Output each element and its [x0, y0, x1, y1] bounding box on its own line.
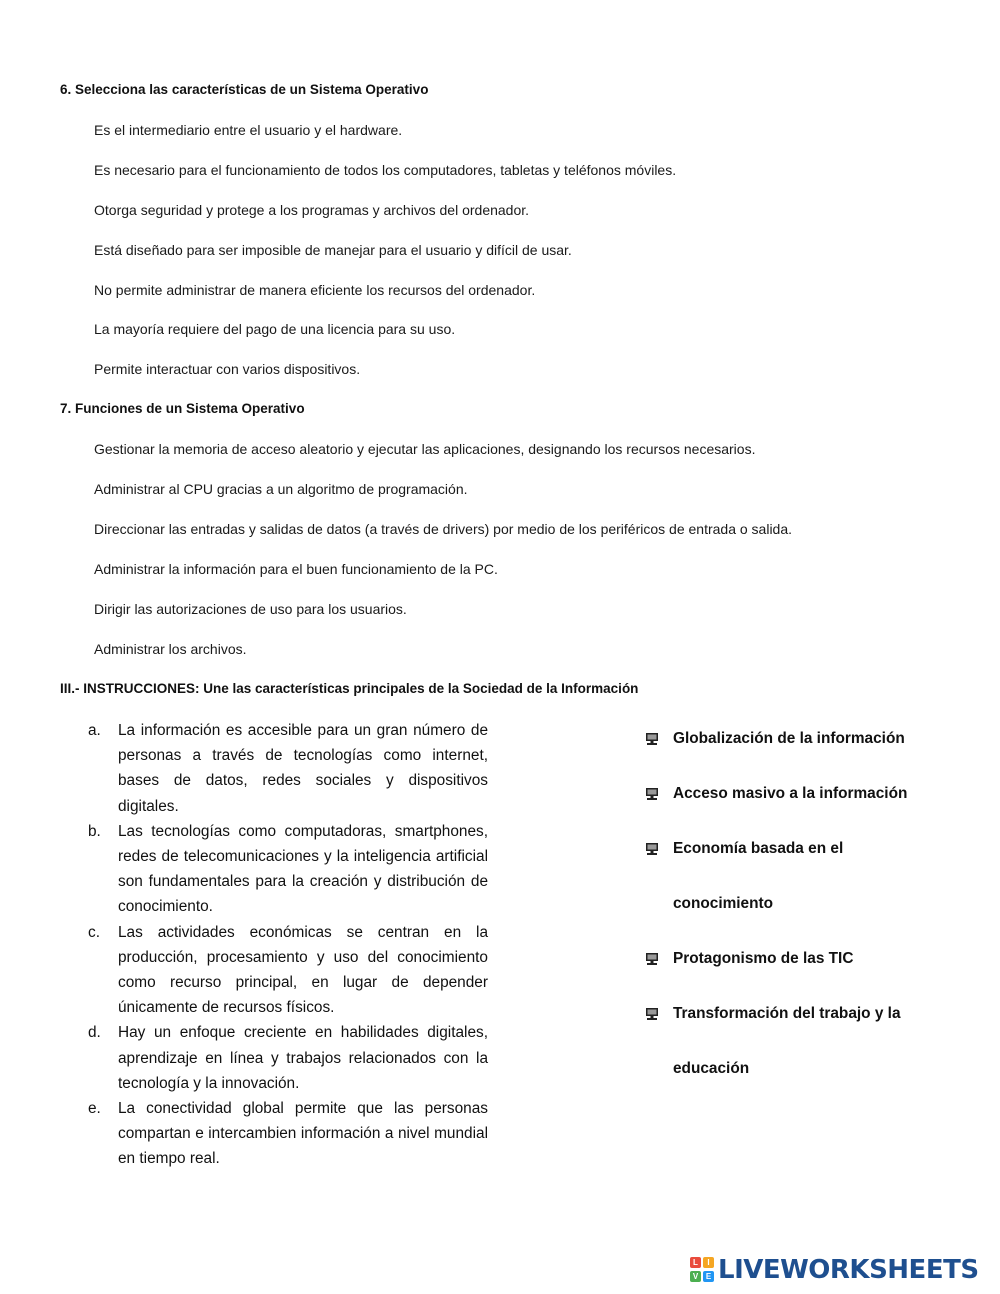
logo-letter-e: E	[703, 1271, 714, 1282]
so-function-option[interactable]: Direccionar las entradas y salidas de datos (a través de drivers) por medio de los periféricos de entrada o salida.	[94, 521, 793, 537]
so-feature-option[interactable]: Otorga seguridad y protege a los programas y archivos del ordenador.	[94, 202, 530, 218]
so-feature-option[interactable]: Permite interactuar con varios dispositivos.	[94, 361, 361, 377]
liveworksheets-logo	[690, 1254, 979, 1286]
item-letter: e.	[88, 1100, 101, 1118]
computer-icon	[645, 1007, 659, 1021]
list-item[interactable]	[88, 1096, 488, 1172]
so-feature-option[interactable]: Está diseñado para ser imposible de manejar para el usuario y difícil de usar.	[94, 242, 572, 258]
so-feature-option[interactable]: La mayoría requiere del pago de una licencia para su uso.	[94, 321, 456, 337]
so-function-option[interactable]: Administrar al CPU gracias a un algoritmo de programación.	[94, 481, 468, 497]
list-item[interactable]	[88, 819, 488, 920]
item-text: La información es accesible para un gran número de personas a través de tecnologías como internet, bases de datos, redes sociales y dispositivos digitales.	[118, 722, 488, 815]
so-feature-option[interactable]: No permite administrar de manera eficiente los recursos del ordenador.	[94, 282, 536, 298]
item-text: Las tecnologías como computadoras, smartphones, redes de telecomunicaciones y la inteligencia artificial son fundamentales para la creación y distribución de conocimiento.	[118, 822, 488, 916]
section-6-title: 6. Selecciona las características de un Sistema Operativo	[60, 82, 429, 97]
so-function-option[interactable]: Administrar los archivos.	[94, 641, 247, 657]
logo-text: LIVEWORKSHEETS	[718, 1255, 979, 1285]
answer-text: Globalización de la información	[673, 730, 905, 747]
computer-icon	[645, 732, 659, 746]
characteristics-list	[88, 718, 488, 1172]
item-letter: b.	[88, 822, 101, 840]
so-function-option[interactable]: Administrar la información para el buen funcionamiento de la PC.	[94, 561, 498, 577]
so-feature-option[interactable]: Es necesario para el funcionamiento de todos los computadores, tabletas y teléfonos móviles.	[94, 162, 677, 178]
item-text: Hay un enfoque creciente en habilidades digitales, aprendizaje en línea y trabajos relacionados con la tecnología y la innovación.	[118, 1024, 488, 1092]
so-feature-option[interactable]: Es el intermediario entre el usuario y el hardware.	[94, 122, 403, 138]
list-item[interactable]	[88, 1020, 488, 1096]
section-3-title: III.- INSTRUCCIONES: Une las características principales de la Sociedad de la Información	[60, 681, 639, 696]
item-letter: c.	[88, 923, 100, 941]
list-item[interactable]	[88, 718, 488, 819]
answer-text-continued: educación	[673, 1060, 750, 1077]
item-text: La conectividad global permite que las personas compartan e intercambien información a nivel mundial en tiempo real.	[118, 1100, 488, 1168]
computer-icon	[645, 842, 659, 856]
section-7-title: 7. Funciones de un Sistema Operativo	[60, 401, 305, 416]
logo-letter-l: L	[690, 1257, 701, 1268]
so-function-option[interactable]: Dirigir las autorizaciones de uso para los usuarios.	[94, 601, 407, 617]
answer-text: Transformación del trabajo y la	[673, 1005, 901, 1022]
item-text: Las actividades económicas se centran en la producción, procesamiento y uso del conocimiento como recurso principal, en lugar de depender únicamente de recursos físicos.	[118, 923, 488, 1017]
logo-mark	[690, 1255, 716, 1285]
item-letter: d.	[88, 1024, 101, 1042]
logo-letter-i: I	[703, 1257, 714, 1268]
so-function-option[interactable]: Gestionar la memoria de acceso aleatorio y ejecutar las aplicaciones, designando los recursos necesarios.	[94, 441, 756, 457]
computer-icon	[645, 952, 659, 966]
item-letter: a.	[88, 722, 101, 739]
answer-text-continued: conocimiento	[673, 895, 774, 912]
logo-letter-v: V	[690, 1271, 701, 1282]
answer-text: Economía basada en el	[673, 840, 844, 857]
answer-text: Protagonismo de las TIC	[673, 950, 854, 967]
answer-text: Acceso masivo a la información	[673, 785, 908, 802]
computer-icon	[645, 787, 659, 801]
list-item[interactable]	[88, 920, 488, 1021]
